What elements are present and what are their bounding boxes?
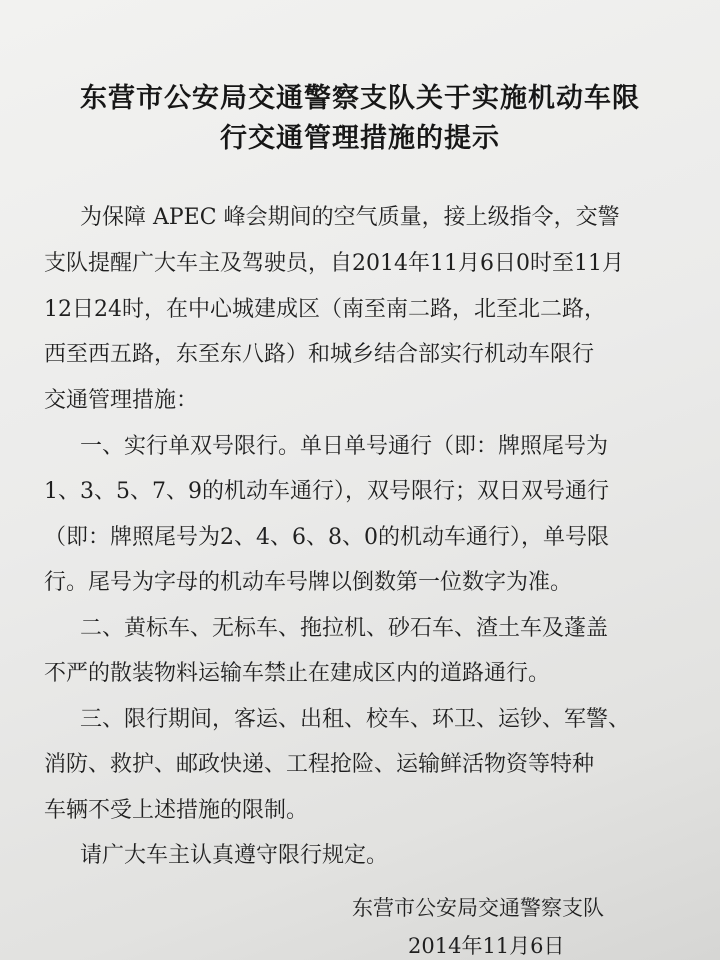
item-3-line-3: 车辆不受上述措施的限制。: [44, 798, 309, 823]
paragraph-intro-line-4: 西至西五路，东至东八路）和城乡结合部实行机动车限行: [44, 342, 595, 367]
item-2-line-1: 二、黄标车、无标车、拖拉机、砂石车、渣土车及蓬盖: [80, 616, 609, 641]
paragraph-intro-line-3: 12日24时，在中心城建成区（南至南二路，北至北二路，: [44, 297, 606, 322]
paragraph-intro-line-1: 为保障 APEC 峰会期间的空气质量，接上级指令，交警: [80, 205, 620, 230]
document-title-line-2: 行交通管理措施的提示: [220, 123, 500, 154]
paragraph-intro-line-5: 交通管理措施：: [44, 388, 199, 413]
paragraph-intro-line-2: 支队提醒广大车主及驾驶员，自2014年11月6日0时至11月: [44, 251, 624, 276]
item-1-line-3: （即：牌照尾号为2、4、6、8、0的机动车通行），单号限: [44, 525, 609, 550]
item-1-line-1: 一、实行单双号限行。单日单号通行（即：牌照尾号为: [80, 434, 609, 459]
item-2-line-2: 不严的散装物料运输车禁止在建成区内的道路通行。: [44, 661, 551, 686]
item-3-line-1: 三、限行期间，客运、出租、校车、环卫、运钞、军警、: [80, 707, 631, 732]
item-3-line-2: 消防、救护、邮政快递、工程抢险、运输鲜活物资等特种: [44, 752, 595, 777]
item-1-line-2: 1、3、5、7、9的机动车通行），双号限行；双日双号通行: [44, 479, 609, 504]
item-1-line-4: 行。尾号为字母的机动车号牌以倒数第一位数字为准。: [44, 570, 573, 595]
document-title-line-1: 东营市公安局交通警察支队关于实施机动车限: [80, 83, 640, 114]
closing-line: 请广大车主认真遵守限行规定。: [80, 843, 389, 868]
issue-date: 2014年11月6日: [408, 934, 565, 958]
issuer-signature: 东营市公安局交通警察支队: [352, 896, 604, 920]
